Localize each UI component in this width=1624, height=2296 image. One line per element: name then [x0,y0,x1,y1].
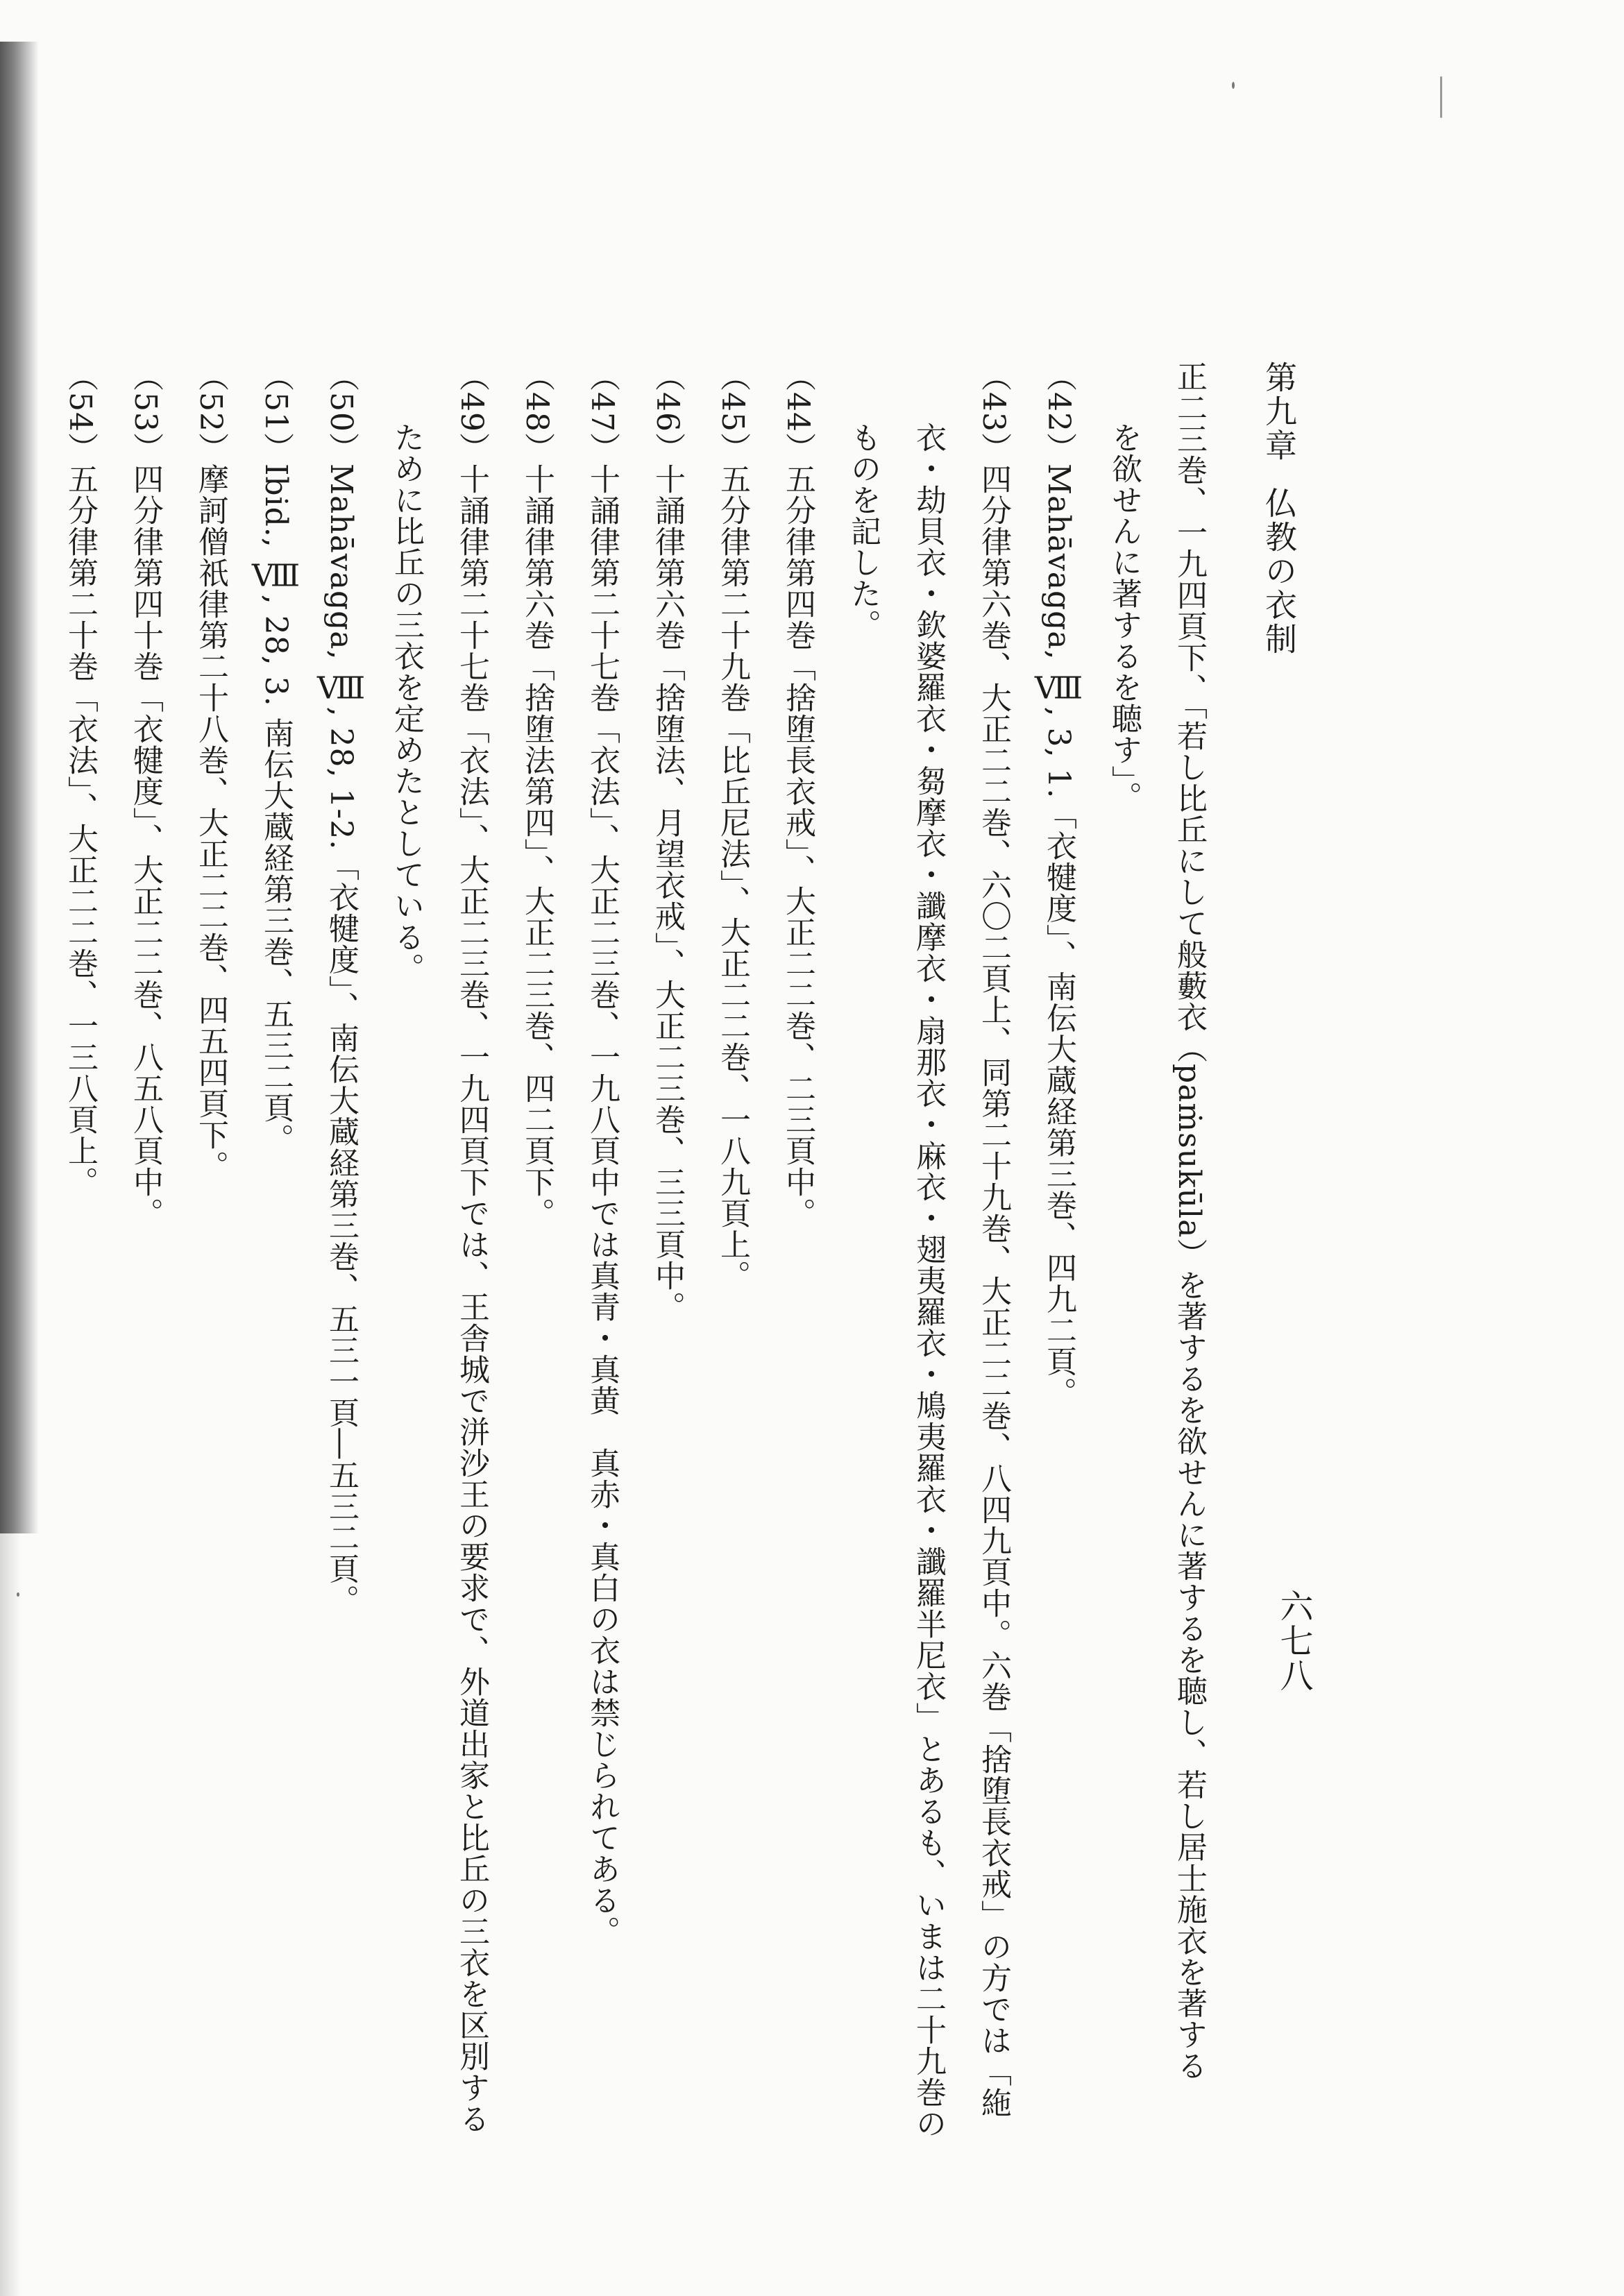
note-text: Mahāvagga, Ⅷ, 28, 1-2.「衣犍度」、南伝大蔵経第三巻、五三一頁―五三二頁。 [323,464,359,1616]
note-continuation: ために比丘の三衣を定めたとしている。 [389,422,424,984]
scan-shadow-lower [0,1533,21,2296]
endnote-45 [700,361,765,2165]
endnote-46 [634,361,700,2165]
note-number: （49） [454,361,489,464]
note-number: （47） [584,361,620,464]
note-text: 十誦律第二十七巻「衣法」、大正二三巻、一九四頁下では、王舎城で洴沙王の要求で、外道出家と比丘の三衣を区別する [454,464,489,2134]
endnote-54 [47,361,112,2165]
text-line: 正二三巻、一九四頁下、「若し比丘にして般藪衣（paṁsukūla）を著するを欲せんに著するを聴し、若し居士施衣を著する [1172,361,1207,2082]
note-text: Ibid., Ⅷ, 28, 3. 南伝大蔵経第三巻、五三二頁。 [258,464,294,1155]
scan-speck [1232,82,1235,89]
note-text: 十誦律第六巻「捨堕法、月望衣戒」、大正二三巻、三三頁中。 [650,464,685,1323]
note-text: 五分律第二十巻「衣法」、大正二二巻、一三八頁上。 [62,464,98,1198]
note-number: （52） [193,361,228,464]
note-number: （48） [519,361,555,464]
page-number: 六七八 [1274,1589,1313,1693]
chapter-title: 仏教の衣制 [1260,486,1298,656]
endnote-43 [961,361,1026,2165]
note-number: （50） [323,361,359,464]
note-text: 四分律第六巻、大正二二巻、六〇二頁上、同第二十九巻、大正二二巻、八四九頁中。六巻「捨堕長衣戒」の方では「絁 [976,464,1011,2118]
running-head [1256,361,1302,656]
endnote-53 [112,361,178,2165]
endnote-47 [569,361,634,2165]
scan-speck [1440,76,1442,118]
note-number: （46） [650,361,685,464]
scan-speck [17,1592,19,1597]
text-line: を欲せんに著するを聴す」。 [1106,422,1142,813]
endnote-42 [1026,361,1091,2165]
note-number: （45） [715,361,750,464]
endnote-50 [308,361,373,2165]
note-text: 五分律第四巻「捨堕長衣戒」、大正二二巻、二三頁中。 [780,464,815,1229]
chapter-label: 第九章 [1260,361,1298,463]
note-text: 五分律第二十九巻「比丘尼法」、大正二二巻、一八九頁上。 [715,464,750,1291]
note-text: 十誦律第二十七巻「衣法」、大正二三巻、一九八頁中では真青・真黄 真赤・真白の衣は禁じられてある。 [584,464,620,1947]
note-continuation: 衣・劫貝衣・欽婆羅衣・芻摩衣・讖摩衣・扇那衣・麻衣・翅夷羅衣・鳩夷羅衣・讖羅半尼衣」とあるも、いまは二十九巻の [911,422,946,2139]
note-text: Mahāvagga, Ⅷ, 3, 1.「衣犍度」、南伝大蔵経第三巻、四九二頁。 [1041,464,1076,1409]
note-number: （54） [62,361,98,464]
scan-shadow [0,42,39,1533]
endnote-48 [504,361,569,2165]
note-text: 四分律第四十巻「衣犍度」、大正二二巻、八五八頁中。 [128,464,163,1229]
note-number: （53） [128,361,163,464]
note-text: 十誦律第六巻「捨堕法第四」、大正二三巻、四二頁下。 [519,464,555,1229]
endnote-51 [243,361,308,2165]
note-continuation: ものを記した。 [845,422,881,640]
body-text [62,361,1221,2165]
note-number: （51） [258,361,294,464]
note-number: （43） [976,361,1011,464]
endnote-49 [439,361,504,2165]
endnote-52 [178,361,243,2165]
note-number: （44） [780,361,815,464]
endnote-44 [765,361,830,2165]
note-text: 摩訶僧祇律第二十八巻、大正二二巻、四五四頁下。 [193,464,228,1182]
note-number: （42） [1041,361,1076,464]
